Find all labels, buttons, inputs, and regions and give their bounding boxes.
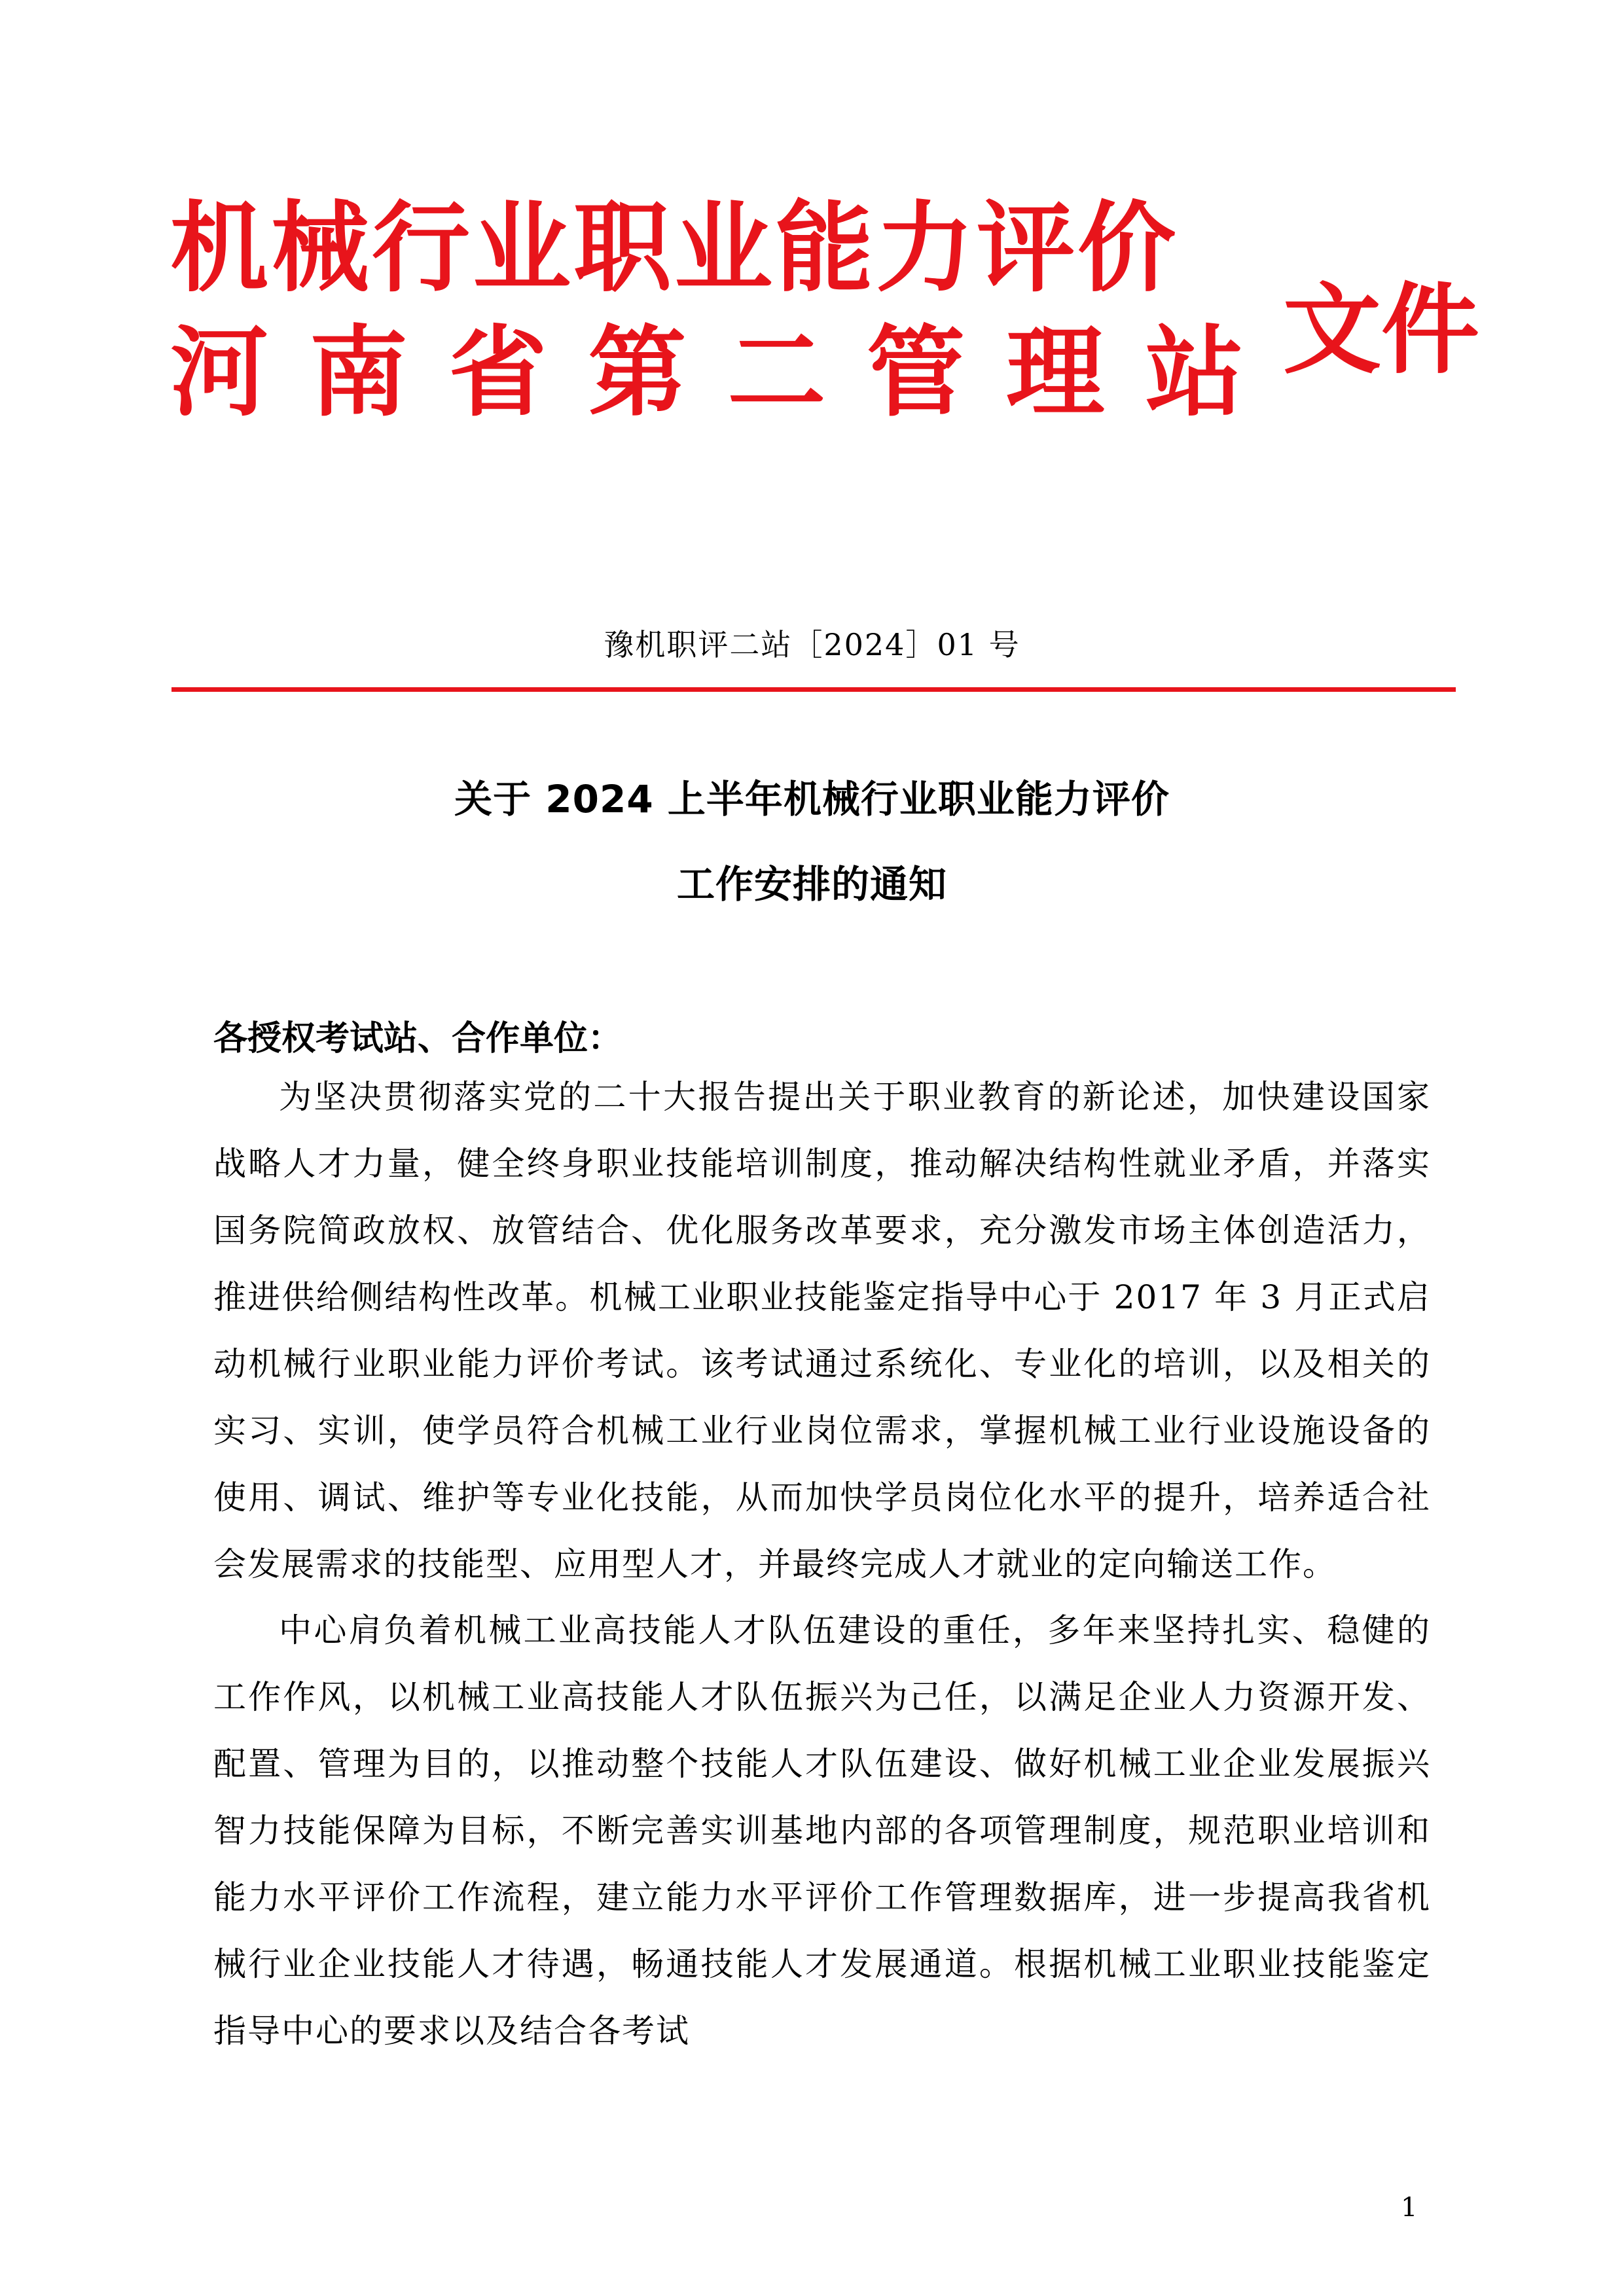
- letterhead-char: 第: [588, 316, 687, 430]
- letterhead-char: 省: [448, 316, 547, 430]
- page-number: 1: [1401, 2193, 1418, 2223]
- letterhead-suffix: 文件: [1283, 274, 1480, 387]
- letterhead-org-line2: [170, 314, 1244, 432]
- letterhead-char: 河: [170, 316, 269, 430]
- salutation: 各授权考试站、合作单位：: [213, 1019, 623, 1058]
- letterhead-char: 二: [727, 316, 826, 430]
- body-paragraph-1: 为坚决贯彻落实党的二十大报告提出关于职业教育的新论述，加快建设国家战略人才力量，健全终身职业技能培训制度，推动解决结构性就业矛盾，并落实国务院简政放权、放管结合、优化服务改革要求，充分激发市场主体创造活力，推进供给侧结构性改革。机械工业职业技能鉴定指导中心于 2017 年 3 月正式启动机械行业职业能力评价考试。该考试通过系统化、专业化的培训，以及相关的实习、实训，使学员符合机械工业行业岗位需求，掌握机械工业行业设施设备的使用、调试、维护等专业化技能，从而加快学员岗位化水平的提升，培养适合社会发展需求的技能型、应用型人才，并最终完成人才就业的定向输送工作。: [213, 1078, 1431, 1583]
- letterhead-char: 站: [1145, 316, 1244, 430]
- document-title-line1: 关于 2024 上半年机械行业职业能力评价: [454, 777, 1170, 821]
- letterhead-char: 管: [867, 316, 965, 430]
- red-letterhead: [170, 190, 1479, 452]
- document-number: 豫机职评二站［2024］01 号: [604, 627, 1020, 662]
- document-title-line2: 工作安排的通知: [676, 862, 947, 906]
- letterhead-char: 南: [309, 316, 408, 430]
- letterhead-char: 理: [1006, 316, 1105, 430]
- body-paragraph-2: 中心肩负着机械工业高技能人才队伍建设的重任，多年来坚持扎实、稳健的工作作风，以机械工业高技能人才队伍振兴为己任，以满足企业人力资源开发、配置、管理为目的，以推动整个技能人才队伍建设、做好机械工业企业发展振兴智力技能保障为目标，不断完善实训基地内部的各项管理制度，规范职业培训和能力水平评价工作流程，建立能力水平评价工作管理数据库，进一步提高我省机械行业企业技能人才待遇，畅通技能人才发展通道。根据机械工业职业技能鉴定指导中心的要求以及结合各考试: [213, 1611, 1431, 2050]
- red-divider-line: [171, 687, 1456, 692]
- letterhead-org-line1: 机械行业职业能力评价: [170, 192, 1179, 306]
